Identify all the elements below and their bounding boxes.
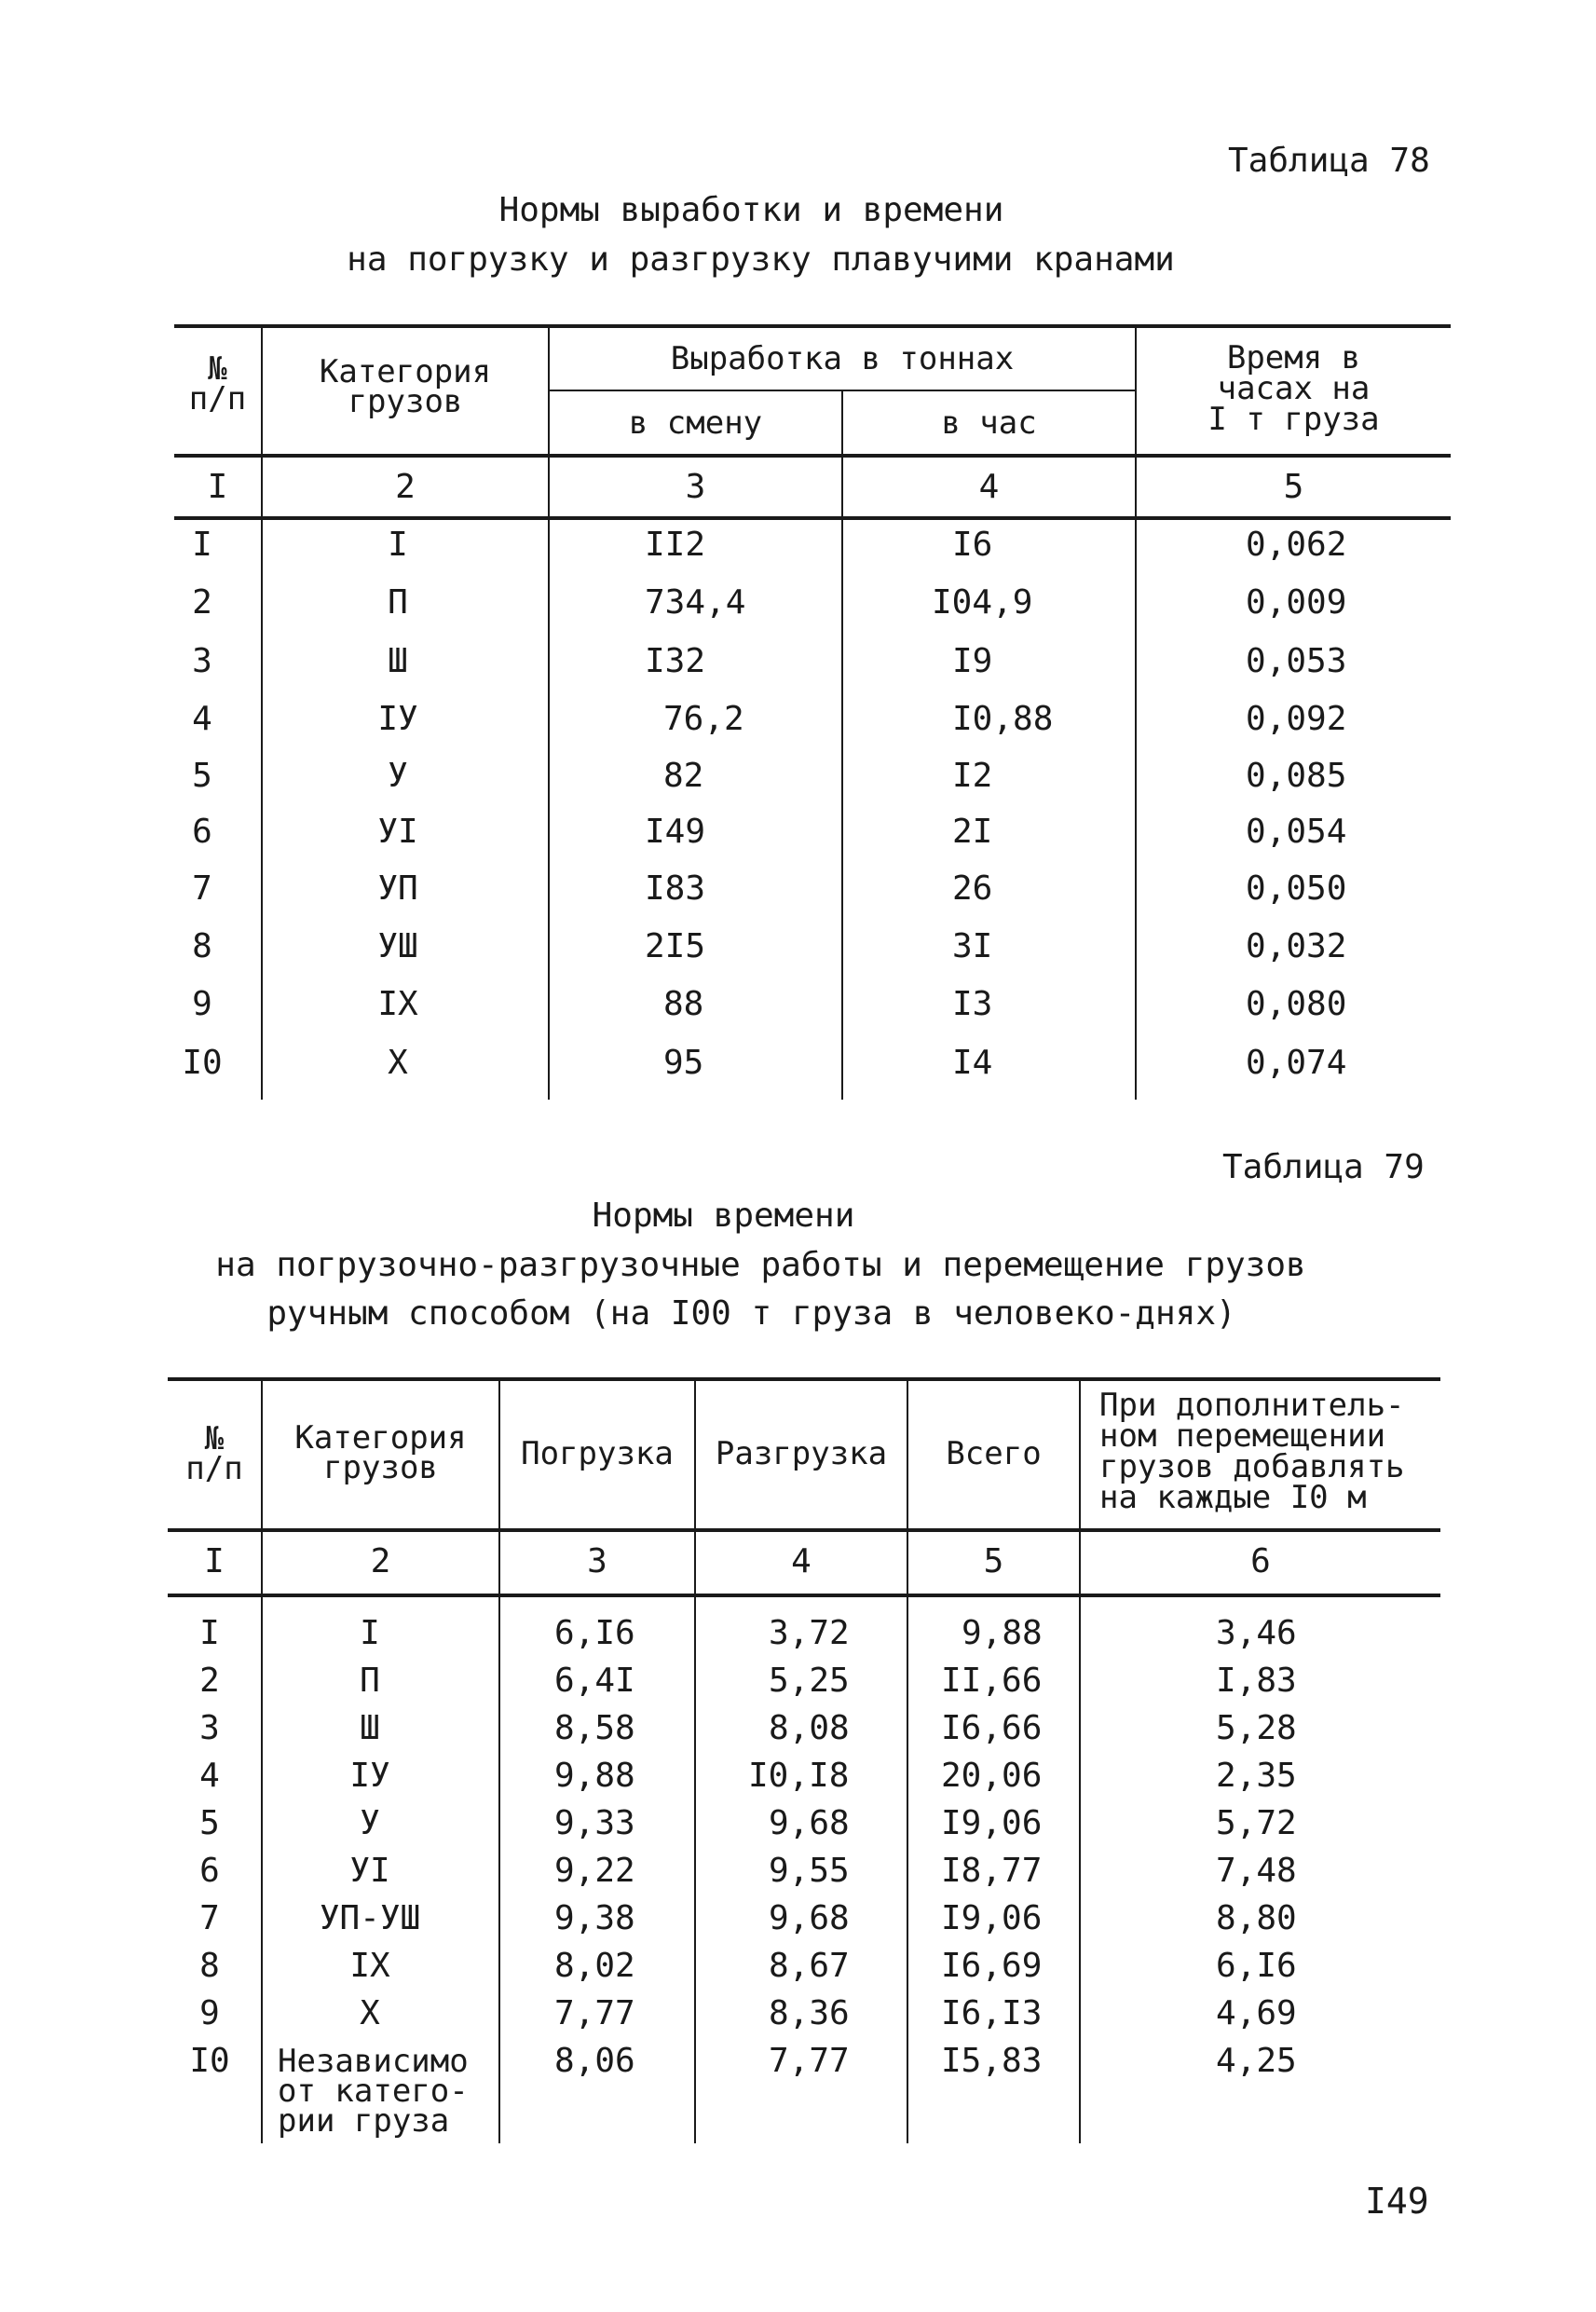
table-79-cell-category: УП-УШ bbox=[319, 1899, 421, 1937]
table-79-cell-unloading: I0,I8 bbox=[748, 1757, 850, 1795]
table-78-header-time-line-3: I т груза bbox=[1207, 401, 1380, 438]
table-79-title-line-3: ручным способом (на I00 т груза в человеко-днях) bbox=[266, 1294, 1236, 1333]
table-79-cell-loading: 8,06 bbox=[554, 2042, 635, 2080]
table-79-header-extra bbox=[1099, 1387, 1453, 1516]
table-78-colnum: 5 bbox=[1283, 468, 1304, 506]
table-79-colnum-rule bbox=[168, 1594, 1440, 1597]
table-79-cell-extra: 4,69 bbox=[1216, 1994, 1297, 2032]
table-79-cell-loading: 7,77 bbox=[554, 1994, 635, 2032]
table-78-cell-per-shift: 88 bbox=[663, 985, 704, 1023]
table-78-cell-time: 0,009 bbox=[1246, 583, 1347, 622]
table-78-colnum: 4 bbox=[978, 468, 1000, 506]
table-79-header-rule bbox=[168, 1528, 1440, 1532]
table-78-cell-per-hour: I9 bbox=[952, 642, 993, 680]
table-78-header-num bbox=[174, 350, 261, 417]
table-78-header-category bbox=[263, 353, 548, 420]
table-79-title-line-2: на погрузочно-разгрузочные работы и перемещение грузов bbox=[215, 1246, 1306, 1284]
table-79-cell-num: 3 bbox=[199, 1709, 220, 1747]
table-79-cell-num: 2 bbox=[199, 1662, 220, 1700]
table-79-cell-extra: 5,72 bbox=[1216, 1804, 1297, 1842]
table-79-header-num bbox=[168, 1420, 261, 1487]
table-78-cell-per-shift: II2 bbox=[645, 526, 706, 564]
table-78-cell-num: 9 bbox=[192, 985, 212, 1023]
table-78-header-per-hour: в час bbox=[941, 404, 1037, 442]
table-78-colnum: I bbox=[207, 468, 228, 506]
table-79-cell-extra: 4,25 bbox=[1216, 2042, 1297, 2080]
table-78-cell-category: УШ bbox=[377, 927, 418, 965]
table-79-cell-total: 20,06 bbox=[941, 1757, 1043, 1795]
table-78-cell-num: 7 bbox=[192, 869, 212, 908]
table-79-cell-loading: 9,38 bbox=[554, 1899, 635, 1937]
table-78-cell-per-shift: I32 bbox=[645, 642, 706, 680]
table-78-cell-category: П bbox=[388, 583, 408, 622]
table-78-cell-per-hour: I6 bbox=[952, 526, 993, 564]
table-78-cell-per-shift: 95 bbox=[663, 1044, 704, 1082]
table-78-cell-category: IУ bbox=[377, 700, 418, 738]
table-78-colnum: 2 bbox=[395, 468, 416, 506]
table-78-cell-category: IX bbox=[377, 985, 418, 1023]
table-78-cell-time: 0,092 bbox=[1246, 700, 1347, 738]
table-78-cell-per-hour: I3 bbox=[952, 985, 993, 1023]
table-78-cell-time: 0,085 bbox=[1246, 757, 1347, 795]
table-78-cell-per-shift: I49 bbox=[645, 813, 706, 851]
table-79-cell-loading: 9,22 bbox=[554, 1852, 635, 1890]
table-78-title-line-2: на погрузку и разгрузку плавучими кранами bbox=[347, 240, 1175, 279]
table-78-cell-per-shift: 734,4 bbox=[645, 583, 746, 622]
table-79-cell-loading: 6,4I bbox=[554, 1662, 635, 1700]
table-78-cell-time: 0,080 bbox=[1246, 985, 1347, 1023]
table-79-cell-category: УI bbox=[349, 1852, 390, 1890]
table-78-cell-category: У bbox=[388, 757, 408, 795]
table-79-header-category-line-1: Категория bbox=[294, 1419, 467, 1457]
table-78-header-category-line-2: грузов bbox=[348, 383, 463, 420]
table-79-cell-total: I9,06 bbox=[941, 1804, 1043, 1842]
table-79-cell-total: I9,06 bbox=[941, 1899, 1043, 1937]
table-79-header-loading: Погрузка bbox=[521, 1435, 674, 1472]
table-78-cell-per-hour: 2I bbox=[952, 813, 993, 851]
table-78-colnum-rule bbox=[174, 516, 1451, 520]
table-78-cell-num: 4 bbox=[192, 700, 212, 738]
table-78-cell-per-hour: 26 bbox=[952, 869, 993, 908]
table-79-header-category bbox=[263, 1419, 498, 1486]
table-79-colnum: 3 bbox=[587, 1542, 607, 1580]
table-78-cell-category: Ш bbox=[388, 642, 408, 680]
table-79-vline-4 bbox=[907, 1379, 908, 2143]
table-79-cell-category: П bbox=[360, 1662, 380, 1700]
table-78-cell-time: 0,054 bbox=[1246, 813, 1347, 851]
table-79-cell-loading: 8,58 bbox=[554, 1709, 635, 1747]
table-79-cell-loading: 9,88 bbox=[554, 1757, 635, 1795]
table-79-cell-num: 8 bbox=[199, 1947, 220, 1985]
table-79-cell-extra: 3,46 bbox=[1216, 1614, 1297, 1652]
page-number: I49 bbox=[1365, 2181, 1429, 2222]
table-78-cell-num: I bbox=[192, 526, 212, 564]
table-78-cell-category: УI bbox=[377, 813, 418, 851]
table-78-header-output: Выработка в тоннах bbox=[670, 340, 1015, 377]
table-79-cell-total: I8,77 bbox=[941, 1852, 1043, 1890]
table-79-cell-total: I6,69 bbox=[941, 1947, 1043, 1985]
table-79-cell-total: I6,I3 bbox=[941, 1994, 1043, 2032]
table-78-header-time-line-2: часах на bbox=[1217, 370, 1371, 407]
table-79-cell-unloading: 9,68 bbox=[769, 1804, 850, 1842]
table-79-cell-loading: 8,02 bbox=[554, 1947, 635, 1985]
table-78-cell-time: 0,032 bbox=[1246, 927, 1347, 965]
table-78-header-time-line-1: Время в bbox=[1226, 339, 1361, 376]
table-78-cell-time: 0,050 bbox=[1246, 869, 1347, 908]
table-78-cell-num: 3 bbox=[192, 642, 212, 680]
table-78-top-rule bbox=[174, 324, 1451, 328]
table-79-colnum: I bbox=[204, 1542, 225, 1580]
table-79-cell-category: У bbox=[360, 1804, 380, 1842]
table-79-cell-extra: 8,80 bbox=[1216, 1899, 1297, 1937]
table-79-cell-unloading: 8,08 bbox=[769, 1709, 850, 1747]
table-79-colnum: 5 bbox=[983, 1542, 1004, 1580]
table-78-cell-num: 6 bbox=[192, 813, 212, 851]
table-79-cell-num: 5 bbox=[199, 1804, 220, 1842]
table-79-colnum: 4 bbox=[791, 1542, 812, 1580]
table-78-header-num-line-2: п/п bbox=[188, 380, 247, 417]
table-79-header-num-line-2: п/п bbox=[185, 1450, 243, 1487]
table-79-header-extra-line-3: грузов добавлять bbox=[1099, 1448, 1405, 1485]
table-79-vline-5 bbox=[1079, 1379, 1081, 2143]
table-79-header-extra-line-2: ном перемещении bbox=[1099, 1417, 1386, 1455]
table-78-cell-per-shift: 2I5 bbox=[645, 927, 706, 965]
table-78-cell-time: 0,053 bbox=[1246, 642, 1347, 680]
table-78-header-category-line-1: Категория bbox=[319, 353, 492, 390]
table-78-cell-per-hour: 3I bbox=[952, 927, 993, 965]
table-78-header-num-line-1: № bbox=[208, 350, 227, 388]
table-78-header-time bbox=[1137, 339, 1451, 438]
table-79-cell-category: IX bbox=[349, 1947, 390, 1985]
table-78-vline-2 bbox=[548, 326, 550, 1100]
table-79-cell-num: 4 bbox=[199, 1757, 220, 1795]
table-78-cell-per-hour: I2 bbox=[952, 757, 993, 795]
table-79-vline-3 bbox=[694, 1379, 696, 2143]
table-79-header-extra-line-1: При дополнитель- bbox=[1099, 1387, 1405, 1424]
table-79-cell-extra: 7,48 bbox=[1216, 1852, 1297, 1890]
table-79-cell-unloading: 7,77 bbox=[769, 2042, 850, 2080]
table-79-cell-unloading: 9,68 bbox=[769, 1899, 850, 1937]
table-78-cell-per-shift: 82 bbox=[663, 757, 704, 795]
table-78-cell-category: I bbox=[388, 526, 408, 564]
table-78-cell-per-hour: I04,9 bbox=[932, 583, 1033, 622]
table-79-cell-num: I bbox=[199, 1614, 220, 1652]
table-79-cell-category: IУ bbox=[349, 1757, 390, 1795]
table-79-cell-num: 7 bbox=[199, 1899, 220, 1937]
table-78-cell-num: 2 bbox=[192, 583, 212, 622]
table-79-cell-loading: 9,33 bbox=[554, 1804, 635, 1842]
table-79-header-total: Всего bbox=[946, 1435, 1042, 1472]
table-79-top-rule bbox=[168, 1377, 1440, 1381]
table-78-cell-time: 0,062 bbox=[1246, 526, 1347, 564]
table-78-cell-per-hour: I0,88 bbox=[952, 700, 1054, 738]
table-78-header-rule bbox=[174, 454, 1451, 458]
table-78-vline-4 bbox=[1135, 326, 1137, 1100]
table-78-colnum: 3 bbox=[685, 468, 706, 506]
table-78-cell-category: УП bbox=[377, 869, 418, 908]
table-79-header-unloading: Разгрузка bbox=[715, 1435, 888, 1472]
table-79-cell-unloading: 9,55 bbox=[769, 1852, 850, 1890]
table-79-cell-num: 6 bbox=[199, 1852, 220, 1890]
table-79-cell-extra: I,83 bbox=[1216, 1662, 1297, 1700]
table-79-cell-num: 9 bbox=[199, 1994, 220, 2032]
table-79-header-num-line-1: № bbox=[204, 1420, 225, 1457]
table-79-cell-total: 9,88 bbox=[962, 1614, 1043, 1652]
table-79-cell-extra: 2,35 bbox=[1216, 1757, 1297, 1795]
table-78-cell-time: 0,074 bbox=[1246, 1044, 1347, 1082]
table-78-label: Таблица 78 bbox=[1228, 142, 1430, 180]
table-79-colnum: 2 bbox=[370, 1542, 391, 1580]
table-79-cell-loading: 6,I6 bbox=[554, 1614, 635, 1652]
table-79-cell-category: Ш bbox=[360, 1709, 380, 1747]
table-79-cell-extra: 6,I6 bbox=[1216, 1947, 1297, 1985]
table-79-cell-unloading: 5,25 bbox=[769, 1662, 850, 1700]
table-78-cell-category: X bbox=[388, 1044, 408, 1082]
table-78-header-per-shift: в смену bbox=[628, 404, 763, 442]
table-79-cell-total: I6,66 bbox=[941, 1709, 1043, 1747]
table-78-cell-per-shift: I83 bbox=[645, 869, 706, 908]
table-79-vline-2 bbox=[498, 1379, 500, 2143]
table-79-cell-num: I0 bbox=[189, 2042, 230, 2080]
table-79-header-category-line-2: грузов bbox=[323, 1449, 438, 1486]
table-79-cell-unloading: 8,36 bbox=[769, 1994, 850, 2032]
table-78-cell-num: I0 bbox=[182, 1044, 223, 1082]
table-79-cell-unloading: 8,67 bbox=[769, 1947, 850, 1985]
table-79-cell-category: Независимо от катего- рии груза bbox=[278, 2043, 469, 2140]
table-78-cell-num: 5 bbox=[192, 757, 212, 795]
table-79-title-line-1: Нормы времени bbox=[592, 1197, 855, 1235]
table-79-cell-extra: 5,28 bbox=[1216, 1709, 1297, 1747]
table-79-cell-total: II,66 bbox=[941, 1662, 1043, 1700]
table-79-cell-category: X bbox=[360, 1994, 380, 2032]
table-78-cell-per-shift: 76,2 bbox=[663, 700, 744, 738]
table-78-cell-num: 8 bbox=[192, 927, 212, 965]
table-78-cell-per-hour: I4 bbox=[952, 1044, 993, 1082]
table-78-title-line-1: Нормы выработки и времени bbox=[498, 191, 1004, 229]
table-79-header-extra-line-4: на каждые I0 м bbox=[1099, 1479, 1367, 1516]
table-79-cell-category: I bbox=[360, 1614, 380, 1652]
table-79-cell-unloading: 3,72 bbox=[769, 1614, 850, 1652]
table-79-colnum: 6 bbox=[1250, 1542, 1271, 1580]
table-79-cell-total: I5,83 bbox=[941, 2042, 1043, 2080]
table-79-label: Таблица 79 bbox=[1222, 1148, 1425, 1186]
